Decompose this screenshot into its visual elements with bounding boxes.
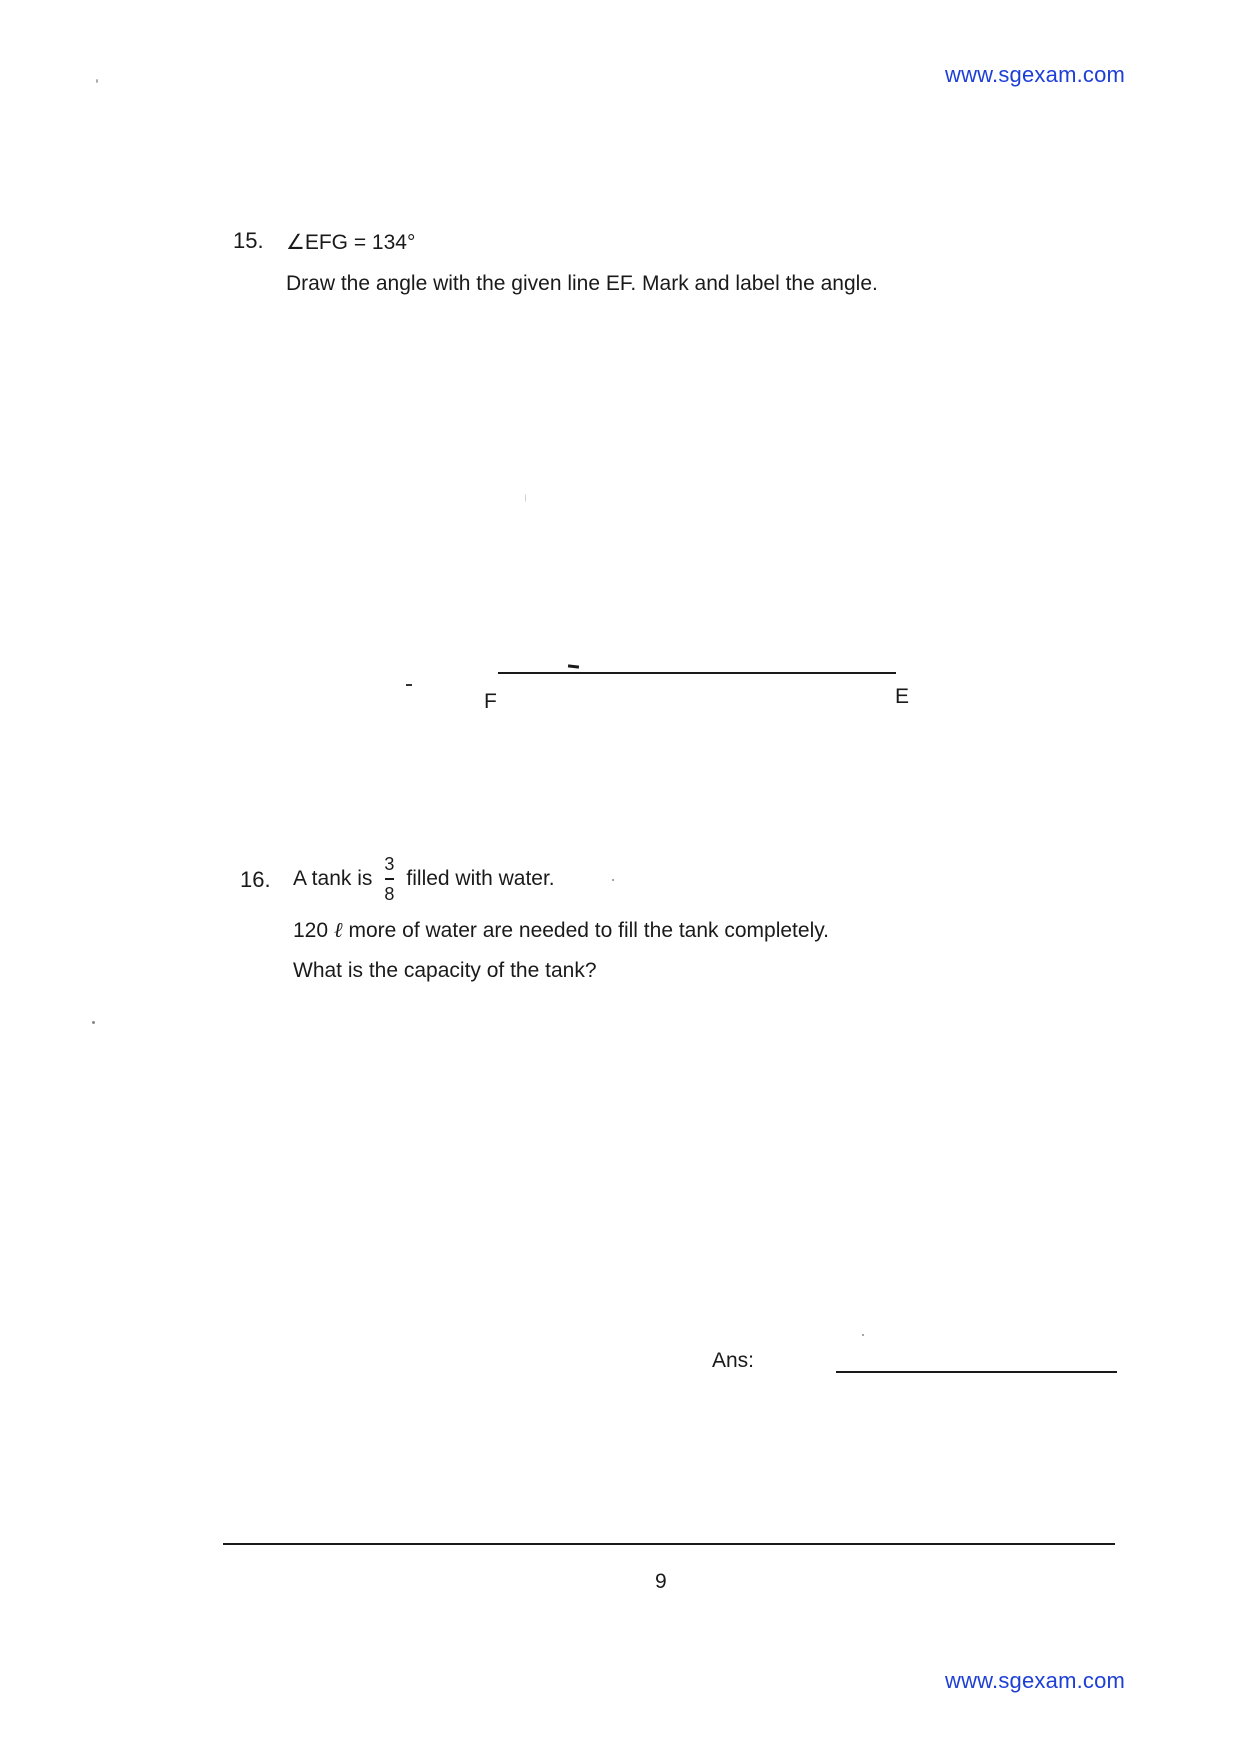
question-16-line-1 — [293, 849, 555, 909]
scan-speck — [96, 79, 98, 83]
point-e-label: E — [895, 685, 910, 708]
question-16-line-2-rest: more of water are needed to fill the tank completely. — [348, 919, 830, 942]
footer-rule — [223, 1543, 1115, 1545]
scan-speck — [862, 1334, 864, 1336]
line-tick-mark — [568, 664, 579, 668]
question-16-text-before-fraction: A tank is — [293, 867, 373, 890]
question-16-number: 16. — [240, 867, 271, 892]
question-15-given-angle: ∠EFG = 134° — [286, 231, 416, 254]
fraction-bar — [385, 878, 394, 880]
scan-speck — [612, 879, 614, 881]
fraction-three-eighths — [384, 853, 394, 905]
answer-label: Ans: — [712, 1349, 755, 1372]
question-16-text-after-fraction: filled with water. — [406, 867, 555, 890]
question-16-line-2 — [293, 918, 829, 943]
point-f-label: F — [484, 690, 497, 713]
footer-website-link[interactable]: www.sgexam.com — [945, 1668, 1126, 1693]
fraction-denominator: 8 — [384, 884, 395, 904]
question-16-amount: 120 — [293, 919, 329, 942]
header-website-link[interactable]: www.sgexam.com — [945, 62, 1126, 87]
scan-speck — [525, 494, 526, 502]
litre-unit-symbol: ℓ — [333, 918, 343, 942]
line-ef — [498, 672, 896, 674]
question-15-instruction: Draw the angle with the given line EF. Mark and label the angle. — [286, 272, 878, 295]
page-number: 9 — [655, 1570, 667, 1593]
scan-mark — [406, 684, 412, 686]
answer-blank-line[interactable] — [836, 1371, 1117, 1373]
fraction-numerator: 3 — [384, 854, 395, 874]
question-15-number: 15. — [233, 228, 264, 253]
question-16-line-3: What is the capacity of the tank? — [293, 959, 597, 982]
scan-speck — [92, 1021, 95, 1024]
